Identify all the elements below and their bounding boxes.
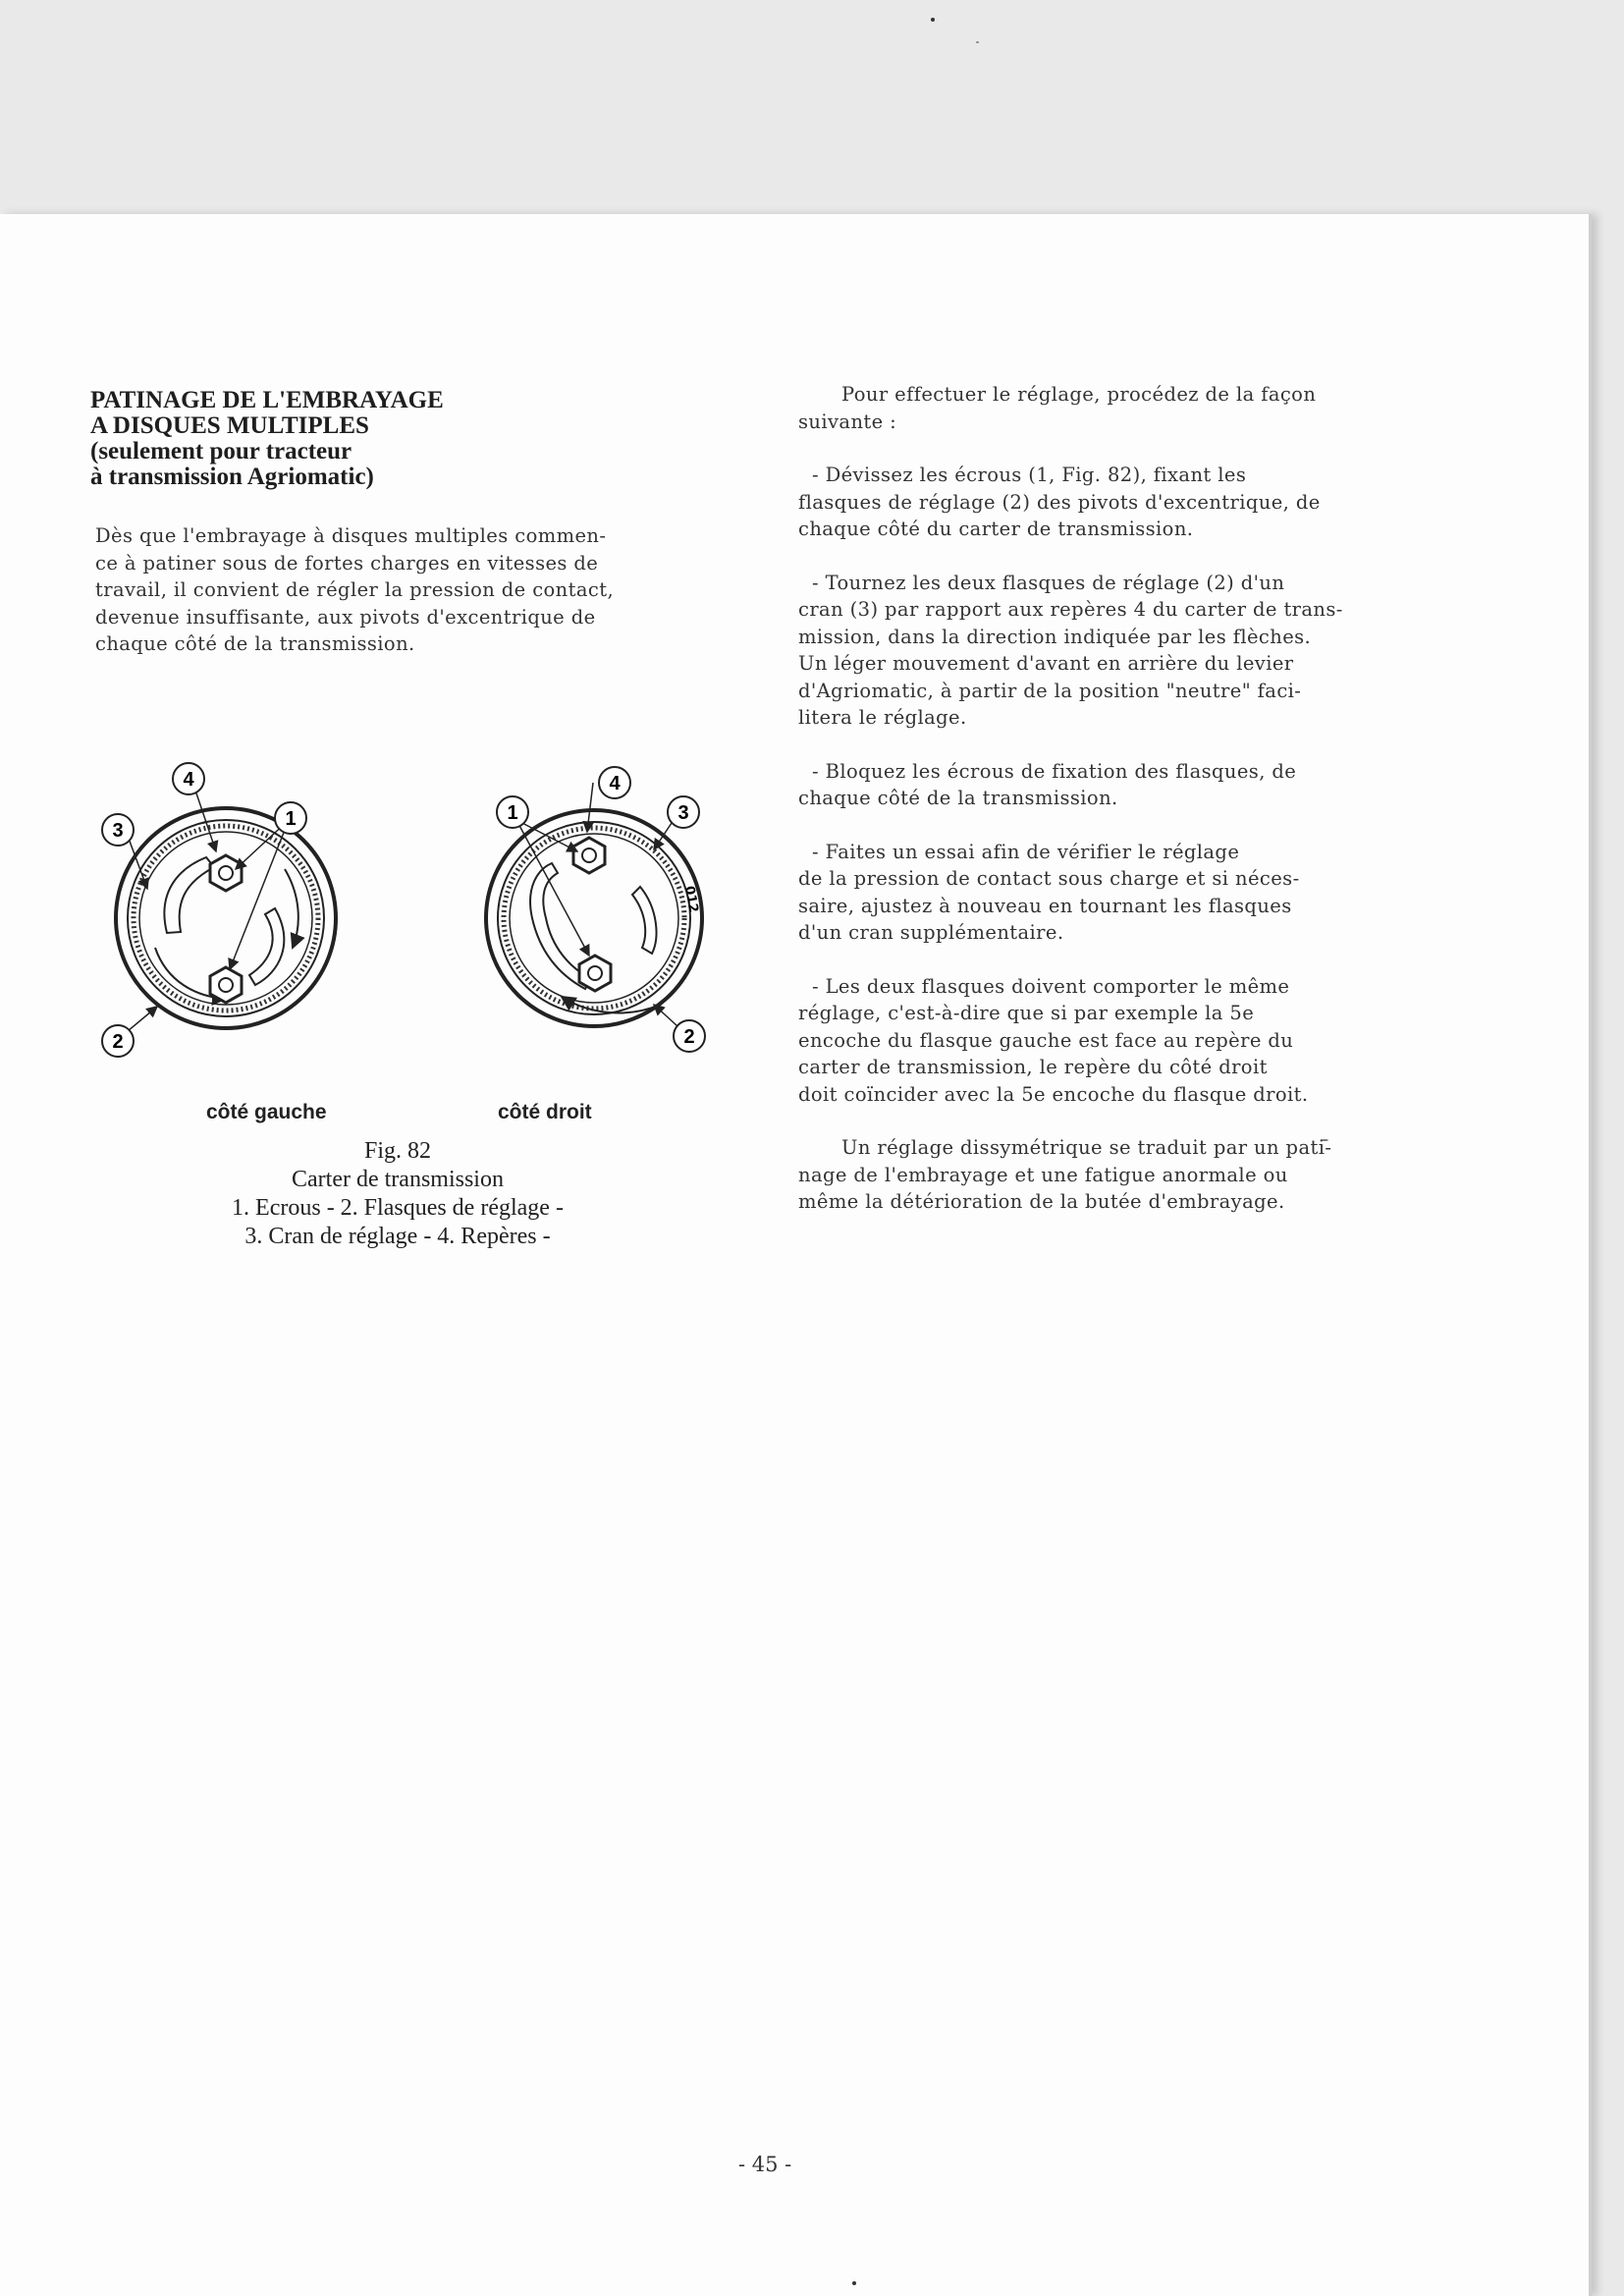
right-column <box>798 381 1486 1242</box>
label-cote-droit: côté droit <box>498 1101 592 1123</box>
label-cote-gauche: côté gauche <box>206 1101 327 1123</box>
step-lock-nuts: - Bloquez les écrous de fixation des flasques, de chaque côté de la transmission. <box>798 759 1297 809</box>
svg-text:2: 2 <box>683 1026 695 1048</box>
slot-upper <box>164 857 214 933</box>
heading-line-1: PATINAGE DE L'EMBRAYAGE <box>90 387 444 413</box>
svg-text:3: 3 <box>112 820 124 842</box>
page-number: - 45 - <box>738 2153 792 2176</box>
step-turn-flanges: - Tournez les deux flasques de réglage (2) d'un cran (3) par rapport aux repères 4 du carter de trans- mission, dans la direction indiquée par les flèches. Un léger mouvement d'avant en arrière du levier d'Agriomatic, à partir de la position "neutre" faci- litera le réglage. <box>798 571 1343 729</box>
heading-line-2: A DISQUES MULTIPLES <box>90 412 369 439</box>
step-unscrew-nuts: - Dévissez les écrous (1, Fig. 82), fixant les flasques de réglage (2) des pivots d'excentrique, de chaque côté du carter de transmission. <box>798 464 1321 540</box>
callout-1-right <box>497 796 528 828</box>
callout-3-left <box>102 814 134 846</box>
right-side-diagram <box>471 761 727 1056</box>
step-test-adjustment: - Faites un essai afin de vérifier le réglage de la pression de contact sous charge et si néces- saire, ajustez à nouveau en tournant les flasques d'un cran supplémentaire. <box>798 840 1300 944</box>
nut-lower <box>210 967 242 1003</box>
heading-line-4: à transmission Agriomatic) <box>90 464 374 490</box>
nut-upper <box>210 855 242 891</box>
callout-3-right <box>668 796 699 828</box>
asymmetric-warning: Un réglage dissymétrique se traduit par un pati- nage de l'embrayage et une fatigue anormale ou même la détérioration de la butée d'embrayage. <box>798 1136 1332 1213</box>
svg-text:1: 1 <box>285 808 297 830</box>
slot-right <box>632 887 656 954</box>
nut-lower <box>579 956 611 991</box>
svg-text:4: 4 <box>609 773 621 794</box>
svg-text:1: 1 <box>507 802 518 824</box>
step-same-setting: - Les deux flasques doivent comporter le même réglage, c'est-à-dire que si par exemple la 5e encoche du flasque gauche est face au repère du carter de transmission, le repère du côté droit doit coïncider avec la 5e encoche du flasque droit. <box>798 974 1309 1106</box>
svg-text:3: 3 <box>677 802 689 824</box>
speck <box>852 2281 856 2285</box>
callout-1-left <box>275 802 306 834</box>
speck <box>976 41 979 43</box>
procedure-intro: Pour effectuer le réglage, procédez de la façon suivante : <box>798 383 1317 433</box>
speck <box>931 18 935 22</box>
svg-text:2: 2 <box>112 1031 124 1053</box>
callout-2-left <box>102 1025 134 1057</box>
figure-number: Fig. 82 <box>363 1138 431 1164</box>
callout-4-right <box>599 767 630 798</box>
callout-2-right <box>674 1020 705 1052</box>
nut-upper <box>573 838 605 873</box>
left-side-diagram <box>98 761 353 1056</box>
svg-text:4: 4 <box>183 769 194 791</box>
figure-legend-line-1: 1. Ecrous - 2. Flasques de réglage - <box>232 1195 564 1221</box>
heading-line-3: (seulement pour tracteur <box>90 438 352 465</box>
callout-4-left <box>173 763 204 794</box>
section-heading <box>90 388 444 490</box>
intro-paragraph: Dès que l'embrayage à disques multiples commen- ce à patiner sous de fortes charges en vitesses de travail, il convient de régler la pression de contact, devenue insuffisante, aux pivots d'excentrique de chaque côté de la transmission. <box>95 524 615 655</box>
figure-legend-line-2: 3. Cran de réglage - 4. Repères - <box>244 1224 551 1249</box>
figure-caption <box>137 1137 658 1251</box>
figure-title: Carter de transmission <box>292 1167 504 1192</box>
stamp-012: 012 <box>681 885 701 914</box>
slot-lower <box>249 908 284 985</box>
